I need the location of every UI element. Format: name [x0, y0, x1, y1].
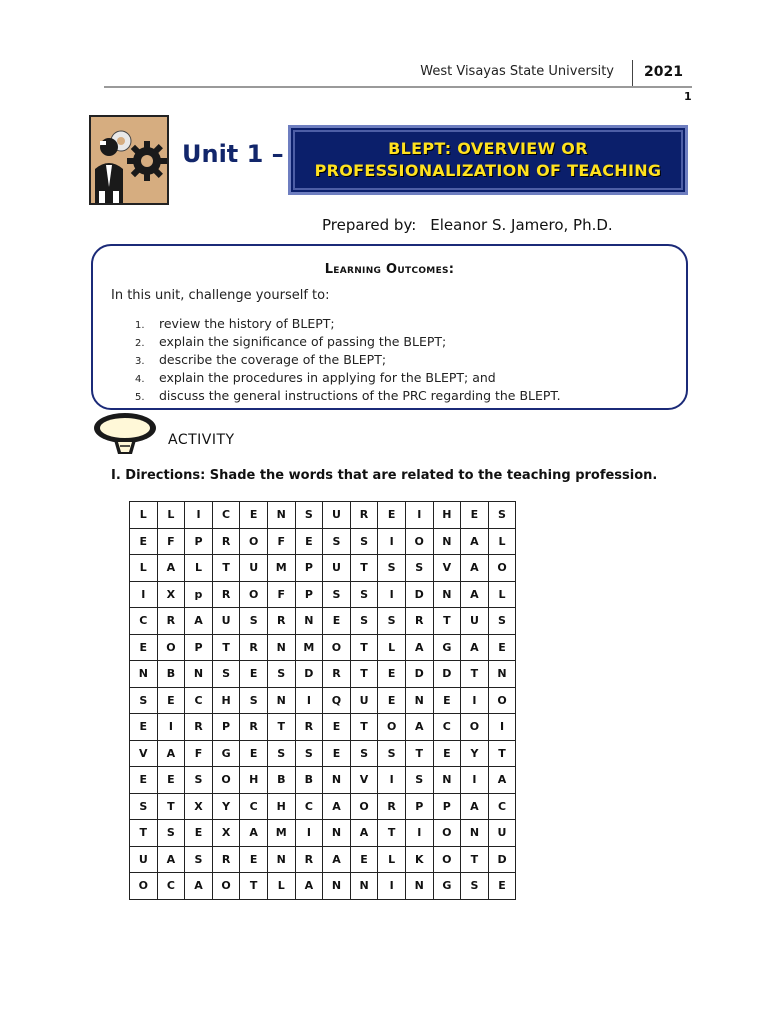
grid-cell[interactable]: P: [185, 528, 213, 555]
grid-cell[interactable]: I: [295, 820, 323, 847]
grid-row: [130, 740, 516, 767]
grid-cell[interactable]: B: [295, 767, 323, 794]
grid-cell[interactable]: F: [157, 528, 185, 555]
grid-cell[interactable]: A: [350, 820, 378, 847]
grid-cell[interactable]: I: [185, 502, 213, 529]
grid-cell[interactable]: U: [323, 555, 351, 582]
grid-cell[interactable]: O: [488, 687, 516, 714]
outcome-number: 1.: [135, 320, 145, 331]
grid-cell[interactable]: T: [350, 555, 378, 582]
grid-cell[interactable]: T: [488, 740, 516, 767]
grid-cell[interactable]: G: [433, 873, 461, 900]
grid-cell[interactable]: E: [488, 634, 516, 661]
grid-cell[interactable]: S: [488, 502, 516, 529]
grid-cell[interactable]: U: [350, 687, 378, 714]
grid-cell[interactable]: I: [130, 581, 158, 608]
grid-cell[interactable]: R: [212, 581, 240, 608]
learning-outcomes-intro: In this unit, challenge yourself to:: [111, 288, 330, 303]
grid-cell[interactable]: D: [488, 846, 516, 873]
grid-cell[interactable]: L: [185, 555, 213, 582]
grid-cell[interactable]: O: [378, 714, 406, 741]
grid-cell[interactable]: S: [323, 581, 351, 608]
grid-cell[interactable]: E: [323, 608, 351, 635]
grid-cell[interactable]: Y: [212, 793, 240, 820]
grid-cell[interactable]: E: [240, 846, 268, 873]
grid-cell[interactable]: Q: [323, 687, 351, 714]
grid-cell[interactable]: E: [157, 687, 185, 714]
grid-cell[interactable]: I: [461, 767, 489, 794]
grid-cell[interactable]: T: [212, 634, 240, 661]
grid-cell[interactable]: A: [157, 555, 185, 582]
grid-cell[interactable]: P: [405, 793, 433, 820]
grid-row: [130, 767, 516, 794]
outcome-text: explain the significance of passing the BLEPT;: [159, 334, 447, 349]
grid-cell[interactable]: D: [405, 661, 433, 688]
grid-cell[interactable]: T: [350, 661, 378, 688]
grid-cell[interactable]: S: [157, 820, 185, 847]
grid-cell[interactable]: A: [405, 634, 433, 661]
grid-cell[interactable]: E: [378, 502, 406, 529]
grid-cell[interactable]: F: [267, 581, 295, 608]
grid-cell[interactable]: R: [350, 502, 378, 529]
grid-cell[interactable]: S: [378, 608, 406, 635]
outcome-number: 4.: [135, 374, 145, 385]
grid-cell[interactable]: S: [267, 661, 295, 688]
grid-cell[interactable]: O: [433, 846, 461, 873]
grid-cell[interactable]: N: [323, 767, 351, 794]
grid-cell[interactable]: I: [157, 714, 185, 741]
grid-cell[interactable]: E: [157, 767, 185, 794]
grid-cell[interactable]: H: [212, 687, 240, 714]
grid-cell[interactable]: G: [212, 740, 240, 767]
lightbulb-icon: [90, 410, 160, 458]
grid-cell[interactable]: K: [405, 846, 433, 873]
unit-title: Unit 1 –: [182, 140, 284, 168]
word-search-grid: [129, 501, 516, 900]
outcome-text: review the history of BLEPT;: [159, 316, 335, 331]
grid-cell[interactable]: E: [323, 714, 351, 741]
learning-outcomes-box: [91, 244, 688, 410]
grid-cell[interactable]: S: [350, 528, 378, 555]
grid-cell[interactable]: T: [267, 714, 295, 741]
grid-cell[interactable]: I: [378, 528, 406, 555]
grid-cell[interactable]: B: [157, 661, 185, 688]
grid-cell[interactable]: H: [433, 502, 461, 529]
learning-outcomes-title: Learning Outcomes:: [324, 262, 455, 277]
grid-cell[interactable]: M: [267, 820, 295, 847]
banner-line-2: PROFESSIONALIZATION OF TEACHING: [314, 161, 662, 180]
outcome-number: 3.: [135, 356, 145, 367]
outcome-text: describe the coverage of the BLEPT;: [159, 352, 387, 367]
grid-cell[interactable]: S: [130, 793, 158, 820]
grid-cell[interactable]: R: [267, 608, 295, 635]
grid-cell[interactable]: T: [130, 820, 158, 847]
grid-cell[interactable]: T: [157, 793, 185, 820]
grid-cell[interactable]: H: [267, 793, 295, 820]
grid-cell[interactable]: R: [212, 528, 240, 555]
grid-cell[interactable]: D: [295, 661, 323, 688]
grid-cell[interactable]: B: [267, 767, 295, 794]
grid-cell[interactable]: T: [350, 714, 378, 741]
grid-cell[interactable]: p: [185, 581, 213, 608]
grid-cell[interactable]: E: [240, 740, 268, 767]
grid-cell[interactable]: I: [405, 820, 433, 847]
grid-cell[interactable]: T: [240, 873, 268, 900]
grid-cell[interactable]: L: [488, 528, 516, 555]
grid-cell[interactable]: E: [323, 740, 351, 767]
banner-line-1: BLEPT: OVERVIEW OR: [388, 139, 588, 158]
university-name: West Visayas State University: [420, 64, 614, 79]
grid-cell[interactable]: C: [433, 714, 461, 741]
grid-cell[interactable]: P: [185, 634, 213, 661]
grid-cell[interactable]: E: [130, 714, 158, 741]
grid-cell[interactable]: I: [461, 687, 489, 714]
grid-cell[interactable]: N: [323, 820, 351, 847]
grid-cell[interactable]: E: [130, 528, 158, 555]
grid-cell[interactable]: L: [130, 555, 158, 582]
grid-cell[interactable]: P: [295, 581, 323, 608]
grid-cell[interactable]: O: [240, 581, 268, 608]
grid-cell[interactable]: G: [433, 634, 461, 661]
grid-cell[interactable]: I: [378, 873, 406, 900]
grid-cell[interactable]: O: [240, 528, 268, 555]
grid-cell[interactable]: U: [323, 502, 351, 529]
grid-row: [130, 528, 516, 555]
grid-cell[interactable]: N: [295, 608, 323, 635]
learning-outcomes-list: [135, 316, 561, 406]
grid-cell[interactable]: M: [267, 555, 295, 582]
grid-cell[interactable]: A: [157, 740, 185, 767]
grid-cell[interactable]: S: [323, 528, 351, 555]
grid-cell[interactable]: C: [240, 793, 268, 820]
grid-cell[interactable]: N: [323, 873, 351, 900]
grid-cell[interactable]: P: [295, 555, 323, 582]
grid-cell[interactable]: L: [378, 634, 406, 661]
grid-cell[interactable]: N: [433, 528, 461, 555]
grid-cell[interactable]: N: [267, 687, 295, 714]
grid-cell[interactable]: R: [323, 661, 351, 688]
grid-cell[interactable]: S: [405, 767, 433, 794]
grid-cell[interactable]: N: [130, 661, 158, 688]
grid-cell[interactable]: I: [378, 581, 406, 608]
grid-cell[interactable]: N: [185, 661, 213, 688]
grid-cell[interactable]: U: [488, 820, 516, 847]
grid-cell[interactable]: I: [405, 502, 433, 529]
outcome-item: [135, 352, 561, 370]
grid-cell[interactable]: C: [157, 873, 185, 900]
grid-cell[interactable]: C: [185, 687, 213, 714]
grid-cell[interactable]: I: [488, 714, 516, 741]
grid-row: [130, 555, 516, 582]
grid-cell[interactable]: C: [295, 793, 323, 820]
grid-cell[interactable]: C: [130, 608, 158, 635]
grid-cell[interactable]: O: [323, 634, 351, 661]
grid-cell[interactable]: O: [488, 555, 516, 582]
grid-cell[interactable]: E: [461, 502, 489, 529]
grid-cell[interactable]: E: [378, 687, 406, 714]
grid-cell[interactable]: I: [378, 767, 406, 794]
grid-cell[interactable]: L: [130, 502, 158, 529]
grid-cell[interactable]: R: [295, 846, 323, 873]
outcome-item: [135, 370, 561, 388]
outcome-text: explain the procedures in applying for the BLEPT; and: [159, 370, 496, 385]
grid-cell[interactable]: L: [267, 873, 295, 900]
grid-cell[interactable]: V: [350, 767, 378, 794]
grid-cell[interactable]: N: [433, 581, 461, 608]
grid-row: [130, 687, 516, 714]
grid-cell[interactable]: E: [130, 767, 158, 794]
grid-cell[interactable]: A: [240, 820, 268, 847]
grid-cell[interactable]: E: [433, 740, 461, 767]
author-name: Eleanor S. Jamero, Ph.D.: [430, 216, 613, 234]
grid-row: [130, 608, 516, 635]
grid-row: [130, 661, 516, 688]
grid-cell[interactable]: A: [461, 528, 489, 555]
grid-cell[interactable]: R: [157, 608, 185, 635]
grid-cell[interactable]: T: [378, 820, 406, 847]
grid-cell[interactable]: A: [461, 581, 489, 608]
grid-cell[interactable]: N: [267, 846, 295, 873]
directions-text: I. Directions: Shade the words that are related to the teaching profession.: [111, 468, 658, 483]
grid-cell[interactable]: C: [212, 502, 240, 529]
grid-cell[interactable]: S: [212, 661, 240, 688]
grid-cell[interactable]: U: [240, 555, 268, 582]
grid-cell[interactable]: V: [433, 555, 461, 582]
grid-cell[interactable]: N: [267, 502, 295, 529]
grid-row: [130, 793, 516, 820]
grid-cell[interactable]: S: [350, 740, 378, 767]
grid-cell[interactable]: T: [212, 555, 240, 582]
grid-cell[interactable]: S: [130, 687, 158, 714]
grid-cell[interactable]: E: [433, 687, 461, 714]
grid-cell[interactable]: H: [240, 767, 268, 794]
grid-cell[interactable]: N: [461, 820, 489, 847]
grid-cell[interactable]: S: [295, 740, 323, 767]
activity-label: ACTIVITY: [168, 432, 235, 448]
prepared-by-label: Prepared by:: [322, 216, 417, 234]
grid-cell[interactable]: T: [433, 608, 461, 635]
grid-cell[interactable]: L: [157, 502, 185, 529]
grid-cell[interactable]: F: [185, 740, 213, 767]
grid-cell[interactable]: E: [350, 846, 378, 873]
grid-cell[interactable]: N: [488, 661, 516, 688]
grid-cell[interactable]: T: [461, 661, 489, 688]
outcome-text: discuss the general instructions of the PRC regarding the BLEPT.: [159, 388, 561, 403]
grid-cell[interactable]: E: [240, 502, 268, 529]
grid-cell[interactable]: E: [185, 820, 213, 847]
grid-cell[interactable]: O: [212, 767, 240, 794]
grid-cell[interactable]: F: [267, 528, 295, 555]
grid-cell[interactable]: A: [185, 608, 213, 635]
grid-cell[interactable]: A: [488, 767, 516, 794]
grid-cell[interactable]: E: [295, 528, 323, 555]
grid-cell[interactable]: P: [433, 793, 461, 820]
grid-cell[interactable]: L: [488, 581, 516, 608]
unit-banner: [288, 125, 688, 195]
grid-cell[interactable]: S: [488, 608, 516, 635]
grid-cell[interactable]: A: [323, 793, 351, 820]
grid-cell[interactable]: S: [295, 502, 323, 529]
grid-cell[interactable]: A: [323, 846, 351, 873]
outcome-item: [135, 388, 561, 406]
grid-cell[interactable]: A: [157, 846, 185, 873]
grid-row: [130, 634, 516, 661]
outcome-item: [135, 316, 561, 334]
grid-cell[interactable]: U: [130, 846, 158, 873]
grid-cell[interactable]: X: [212, 820, 240, 847]
grid-cell[interactable]: V: [130, 740, 158, 767]
grid-cell[interactable]: M: [295, 634, 323, 661]
outcome-number: 5.: [135, 392, 145, 403]
teacher-gears-icon: [89, 115, 169, 205]
grid-cell[interactable]: O: [405, 528, 433, 555]
grid-cell[interactable]: I: [295, 687, 323, 714]
grid-cell[interactable]: D: [405, 581, 433, 608]
grid-cell[interactable]: S: [350, 608, 378, 635]
grid-cell[interactable]: A: [461, 793, 489, 820]
grid-cell[interactable]: R: [240, 634, 268, 661]
grid-cell[interactable]: O: [130, 873, 158, 900]
grid-cell[interactable]: S: [240, 687, 268, 714]
outcome-item: [135, 334, 561, 352]
grid-cell[interactable]: P: [212, 714, 240, 741]
grid-cell[interactable]: X: [185, 793, 213, 820]
grid-cell[interactable]: T: [350, 634, 378, 661]
grid-cell[interactable]: Y: [461, 740, 489, 767]
grid-cell[interactable]: A: [185, 873, 213, 900]
grid-cell[interactable]: S: [267, 740, 295, 767]
grid-cell[interactable]: A: [461, 555, 489, 582]
grid-cell[interactable]: S: [461, 873, 489, 900]
grid-cell[interactable]: S: [240, 608, 268, 635]
grid-cell[interactable]: E: [240, 661, 268, 688]
grid-cell[interactable]: O: [433, 820, 461, 847]
grid-cell[interactable]: R: [295, 714, 323, 741]
grid-row: [130, 846, 516, 873]
page-number: 1: [684, 90, 692, 103]
grid-cell[interactable]: S: [405, 555, 433, 582]
grid-cell[interactable]: E: [130, 634, 158, 661]
grid-cell[interactable]: N: [405, 687, 433, 714]
grid-cell[interactable]: T: [461, 846, 489, 873]
grid-cell[interactable]: A: [295, 873, 323, 900]
grid-cell[interactable]: E: [378, 661, 406, 688]
grid-cell[interactable]: U: [461, 608, 489, 635]
grid-row: [130, 502, 516, 529]
grid-row: [130, 820, 516, 847]
grid-cell[interactable]: N: [433, 767, 461, 794]
header-rule: [104, 86, 692, 88]
grid-row: [130, 581, 516, 608]
grid-cell[interactable]: S: [378, 555, 406, 582]
grid-cell[interactable]: C: [488, 793, 516, 820]
grid-cell[interactable]: U: [212, 608, 240, 635]
grid-cell[interactable]: O: [350, 793, 378, 820]
grid-cell[interactable]: N: [405, 873, 433, 900]
prepared-by: [322, 216, 613, 234]
grid-cell[interactable]: A: [461, 634, 489, 661]
grid-cell[interactable]: S: [350, 581, 378, 608]
grid-row: [130, 873, 516, 900]
grid-cell[interactable]: R: [405, 608, 433, 635]
grid-cell[interactable]: S: [185, 846, 213, 873]
grid-cell[interactable]: O: [461, 714, 489, 741]
grid-cell[interactable]: R: [378, 793, 406, 820]
header-year: 2021: [644, 64, 683, 80]
grid-cell[interactable]: T: [405, 740, 433, 767]
header-separator: [632, 60, 633, 86]
grid-cell[interactable]: E: [488, 873, 516, 900]
grid-cell[interactable]: O: [157, 634, 185, 661]
grid-cell[interactable]: A: [405, 714, 433, 741]
grid-cell[interactable]: N: [350, 873, 378, 900]
grid-cell[interactable]: R: [185, 714, 213, 741]
grid-cell[interactable]: L: [378, 846, 406, 873]
grid-cell[interactable]: X: [157, 581, 185, 608]
grid-cell[interactable]: D: [433, 661, 461, 688]
grid-cell[interactable]: R: [212, 846, 240, 873]
grid-cell[interactable]: S: [185, 767, 213, 794]
grid-cell[interactable]: S: [378, 740, 406, 767]
grid-cell[interactable]: R: [240, 714, 268, 741]
outcome-number: 2.: [135, 338, 145, 349]
grid-cell[interactable]: O: [212, 873, 240, 900]
grid-row: [130, 714, 516, 741]
grid-cell[interactable]: N: [267, 634, 295, 661]
